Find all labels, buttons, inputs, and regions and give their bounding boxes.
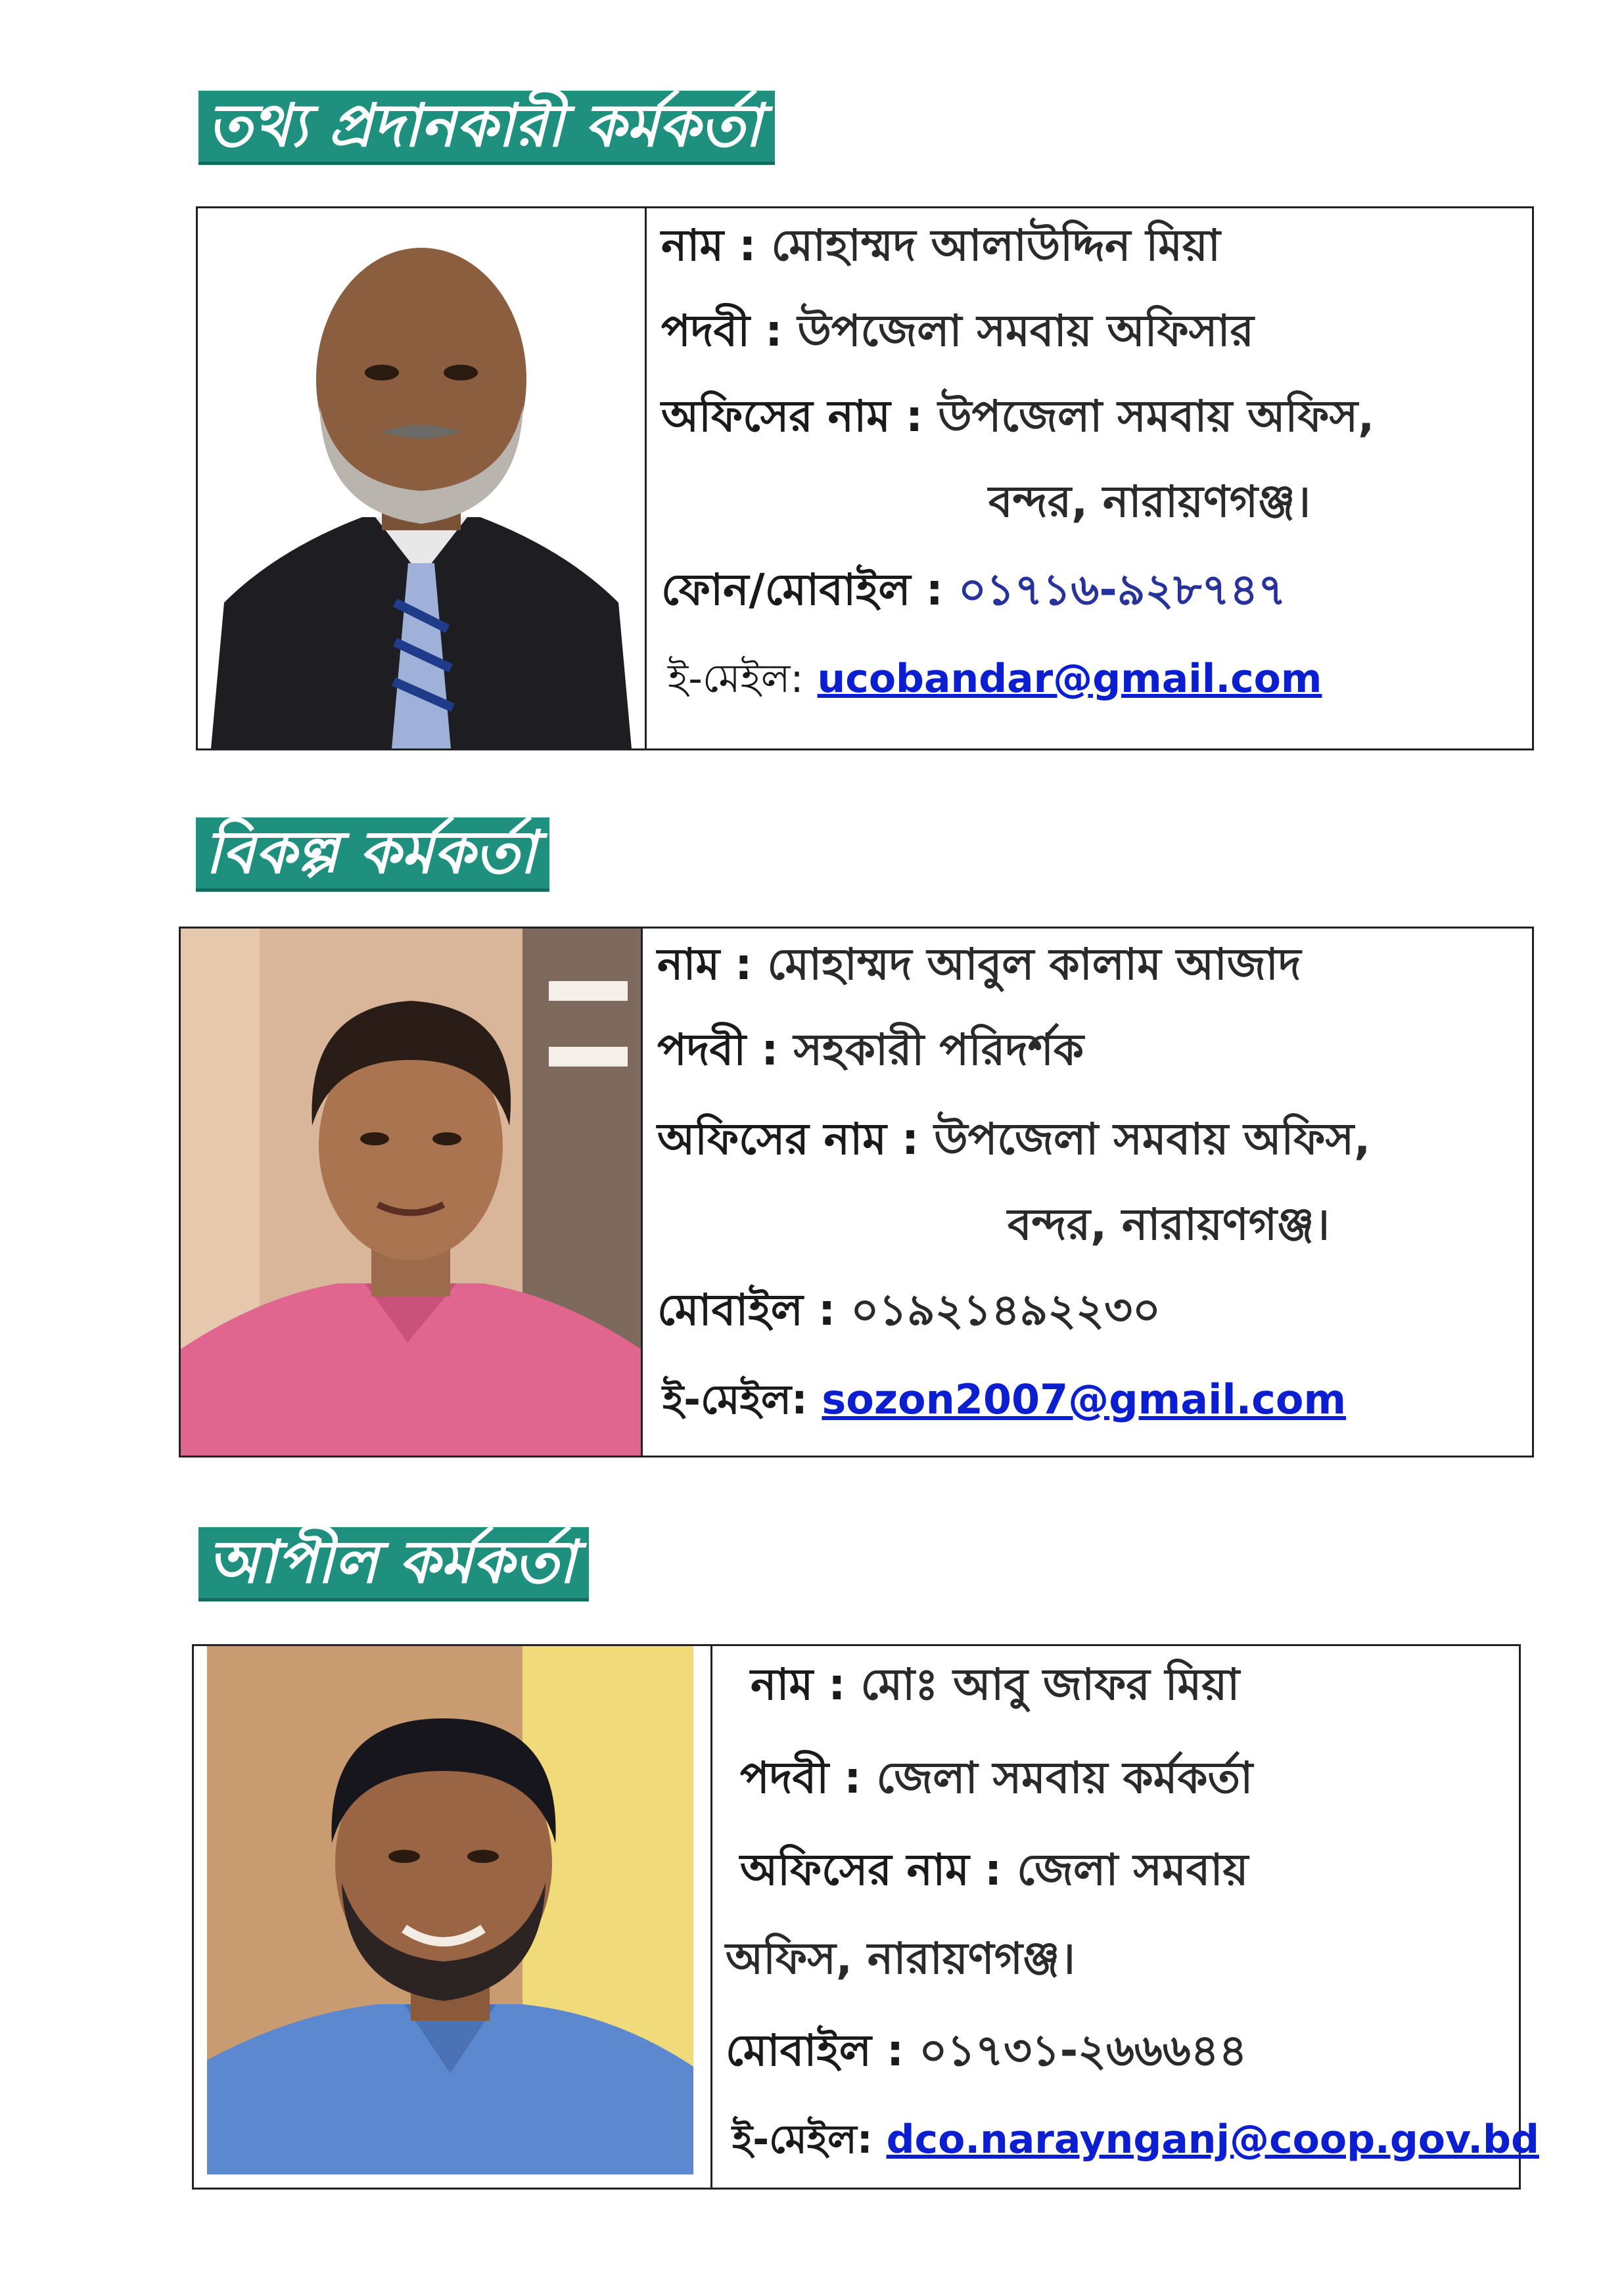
officer-photo	[194, 1646, 712, 2188]
phone-label: মোবাইল :	[657, 1285, 836, 1335]
office-value-line2: বন্দর, নারায়ণগঞ্জ।	[1008, 1199, 1330, 1250]
phone-row	[726, 2017, 1247, 2090]
name-label: নাম :	[751, 1659, 846, 1710]
email-link[interactable]: sozon2007@gmail.com	[822, 1375, 1347, 1423]
section-heading-alternate-officer: বিকল্প কর্মকর্তা	[196, 817, 549, 892]
designation-label: পদবী :	[740, 1753, 862, 1803]
phone-label: মোবাইল :	[726, 2025, 904, 2076]
name-value: মোহাম্মদ আবুল কালাম আজাদ	[767, 939, 1301, 990]
designation-label: পদবী :	[661, 306, 783, 356]
phone-value: ০১৭৩১-২৬৬৬৪৪	[919, 2025, 1247, 2076]
phone-value: ০১৭১৬-৯২৮৭৪৭	[958, 564, 1286, 615]
office-value-line1: উপজেলা সমবায় অফিস,	[938, 391, 1375, 442]
office-value-line1: জেলা সমবায়	[1017, 1845, 1249, 1895]
section-heading-information-officer: তথ্য প্রদানকারী কর্মকর্তা	[198, 91, 775, 165]
name-row	[661, 212, 1220, 285]
officer-portrait-image	[198, 208, 645, 748]
designation-row	[740, 1745, 1253, 1817]
phone-row	[661, 557, 1286, 629]
designation-value: উপজেলা সমবায় অফিসার	[797, 306, 1254, 356]
officer-info	[712, 1646, 1539, 2188]
designation-label: পদবী :	[657, 1024, 779, 1075]
name-row	[751, 1651, 1240, 1724]
officer-portrait-image	[194, 1646, 710, 2188]
office-value-line1: উপজেলা সমবায় অফিস,	[934, 1114, 1371, 1164]
designation-row	[661, 298, 1254, 370]
email-row	[668, 649, 1322, 714]
officer-card-appeal	[192, 1644, 1539, 2190]
email-link[interactable]: ucobandar@gmail.com	[817, 656, 1322, 702]
officer-info	[643, 929, 1532, 1456]
officer-info	[647, 208, 1532, 748]
office-row	[661, 383, 1374, 455]
office-row	[740, 1837, 1248, 1909]
officer-card-alternate	[179, 927, 1534, 1458]
office-label: অফিসের নাম :	[661, 391, 923, 442]
office-label: অফিসের নাম :	[657, 1114, 919, 1164]
office-value-line2: বন্দর, নারায়ণগঞ্জ।	[988, 476, 1311, 527]
office-row-continued	[1008, 1191, 1330, 1264]
designation-row	[657, 1017, 1084, 1089]
designation-value: সহকারী পরিদর্শক	[793, 1024, 1084, 1075]
office-label: অফিসের নাম :	[740, 1845, 1002, 1895]
email-row	[732, 2109, 1539, 2175]
phone-label: ফোন/মোবাইল :	[661, 564, 943, 615]
officer-photo	[181, 929, 643, 1456]
phone-value: ০১৯২১৪৯২২৩০	[850, 1285, 1161, 1335]
office-value-line2: অফিস, নারায়ণগঞ্জ।	[726, 1933, 1075, 1984]
officer-portrait-image	[181, 929, 641, 1456]
name-label: নাম :	[657, 939, 753, 990]
name-row	[657, 931, 1301, 1003]
name-value: মোঃ আবু জাফর মিয়া	[860, 1659, 1240, 1710]
email-label: ই-মেইল:	[668, 656, 804, 702]
name-value: মোহাম্মদ আলাউদ্দিন মিয়া	[771, 220, 1220, 271]
office-row-continued	[988, 469, 1311, 541]
officer-photo	[198, 208, 647, 748]
email-label: ই-মেইল:	[662, 1375, 808, 1423]
section-heading-appeal-officer: আপীল কর্মকর্তা	[198, 1527, 589, 1601]
designation-value: জেলা সমবায় কর্মকর্তা	[876, 1753, 1253, 1803]
name-label: নাম :	[661, 220, 756, 271]
phone-row	[657, 1277, 1161, 1349]
office-row-continued	[726, 1925, 1075, 1998]
email-label: ই-মেইল:	[732, 2117, 873, 2163]
email-link[interactable]: dco.naraynganj@coop.gov.bd	[886, 2117, 1539, 2163]
email-row	[662, 1369, 1346, 1436]
office-row	[657, 1106, 1370, 1178]
officer-card-information	[196, 206, 1534, 750]
